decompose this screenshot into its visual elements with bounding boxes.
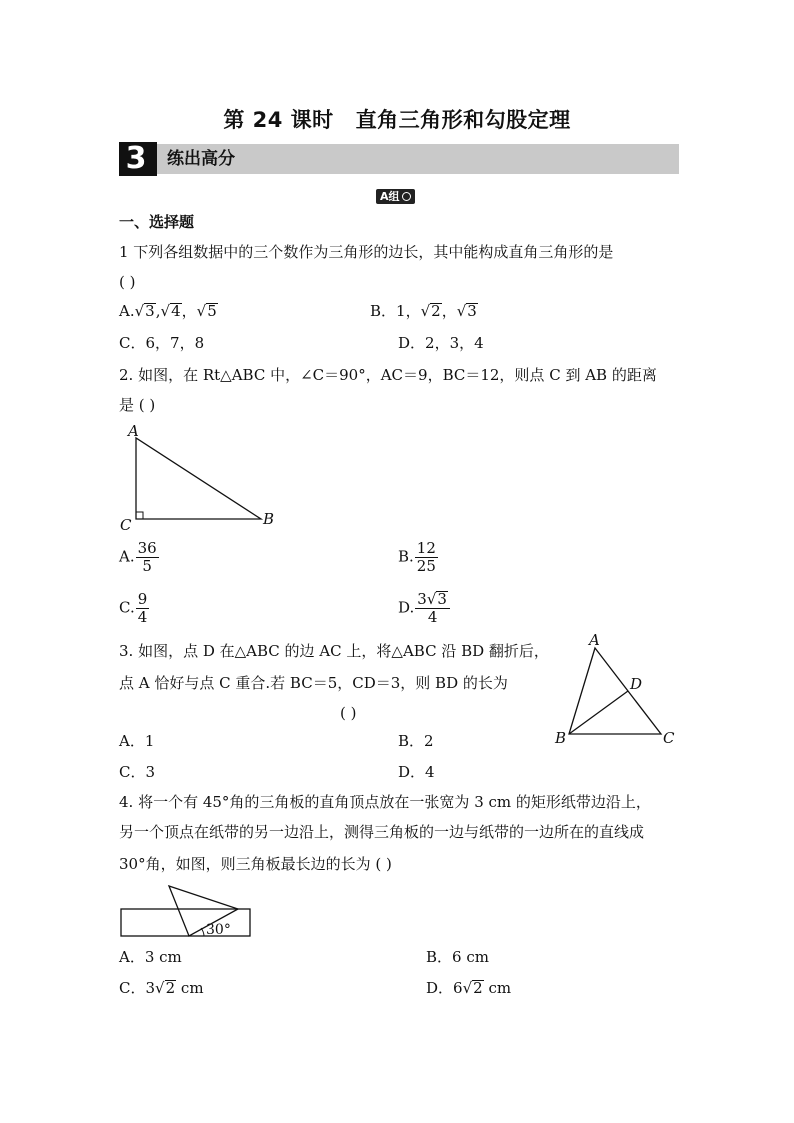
fraction: $\frac{12}{25}$ bbox=[416, 539, 436, 575]
q4-stem-line1: 4. 将一个有 45°角的三角板的直角顶点放在一张宽为 3 cm 的矩形纸带边沿上， bbox=[119, 793, 651, 811]
q1-option-d: D．2，3，4 bbox=[398, 334, 484, 352]
q3-answer-bracket: ( ) bbox=[340, 704, 357, 722]
sqrt-term: √5 bbox=[196, 302, 217, 320]
q4-angle-label: 30° bbox=[206, 922, 231, 938]
q3-option-d: D．4 bbox=[398, 763, 435, 781]
sqrt-term: √2 bbox=[462, 979, 483, 997]
sqrt-term: √3 bbox=[456, 302, 477, 320]
q1-stem-line1: 1 下列各组数据中的三个数作为三角形的边长，其中能构成直角三角形的是 bbox=[119, 243, 614, 261]
q3-option-a: A．1 bbox=[119, 732, 155, 750]
group-label: A组 bbox=[380, 190, 400, 203]
q1-option-a: A.√3,√4，√5 bbox=[119, 302, 217, 320]
q4-stem-line3: 30°角，如图，则三角板最长边的长为 ( ) bbox=[119, 855, 392, 873]
q2-label-c: C bbox=[120, 516, 132, 534]
section-label: 练出高分 bbox=[167, 149, 235, 169]
lesson-number: 第 24 课时 bbox=[223, 108, 334, 132]
q2-label-a: A bbox=[128, 422, 139, 440]
q3-label-b: B bbox=[555, 729, 567, 747]
q2-option-c: C. $\frac{9}{4}$ bbox=[119, 590, 148, 626]
q1-stem-line2: ( ) bbox=[119, 273, 136, 291]
part-heading: 一、选择题 bbox=[119, 213, 195, 231]
q3-label-c: C bbox=[663, 729, 675, 747]
q3-label-d: D bbox=[630, 675, 643, 693]
sqrt-term: √2 bbox=[420, 302, 441, 320]
sqrt-term: √3 bbox=[134, 302, 155, 320]
q3-label-a: A bbox=[589, 631, 600, 649]
q3-option-b: B．2 bbox=[398, 732, 434, 750]
q3-stem-line1: 3. 如图，点 D 在△ABC 的边 AC 上，将△ABC 沿 BD 翻折后， bbox=[119, 642, 549, 660]
q1-option-c: C．6，7，8 bbox=[119, 334, 205, 352]
q2-label-b: B bbox=[263, 510, 275, 528]
q4-option-d: D．6√2 cm bbox=[426, 979, 512, 997]
q4-stem-line2: 另一个顶点在纸带的另一边沿上，测得三角板的一边与纸带的一边所在的直线成 bbox=[119, 823, 645, 841]
fraction: $\frac{9}{4}$ bbox=[137, 590, 148, 626]
q2-option-a: A. $\frac{36}{5}$ bbox=[119, 539, 157, 575]
q4-option-c: C．3√2 cm bbox=[119, 979, 204, 997]
q3-stem-line2: 点 A 恰好与点 C 重合.若 BC＝5，CD＝3，则 BD 的长为 bbox=[119, 674, 508, 692]
q4-option-a: A．3 cm bbox=[119, 948, 182, 966]
q3-option-c: C．3 bbox=[119, 763, 156, 781]
fraction: $\frac{3√3}{4}$ bbox=[415, 591, 450, 626]
section-number-badge: 3 bbox=[119, 142, 153, 176]
sqrt-term: √2 bbox=[155, 979, 176, 997]
q2-option-d: D. $\frac{3√3}{4}$ bbox=[398, 591, 450, 626]
sqrt-term: √4 bbox=[160, 302, 181, 320]
q2-stem-line2: 是 ( ) bbox=[119, 396, 156, 414]
q2-option-b: B. $\frac{12}{25}$ bbox=[398, 539, 436, 575]
q2-stem-line1: 2. 如图，在 Rt△ABC 中，∠C＝90°，AC＝9，BC＝12，则点 C 到 AB 的距离 bbox=[119, 366, 657, 384]
q1-option-b: B．1，√2，√3 bbox=[370, 302, 477, 320]
lesson-title: 直角三角形和勾股定理 bbox=[355, 108, 571, 132]
q4-option-b: B．6 cm bbox=[426, 948, 489, 966]
fraction: $\frac{36}{5}$ bbox=[137, 539, 157, 575]
